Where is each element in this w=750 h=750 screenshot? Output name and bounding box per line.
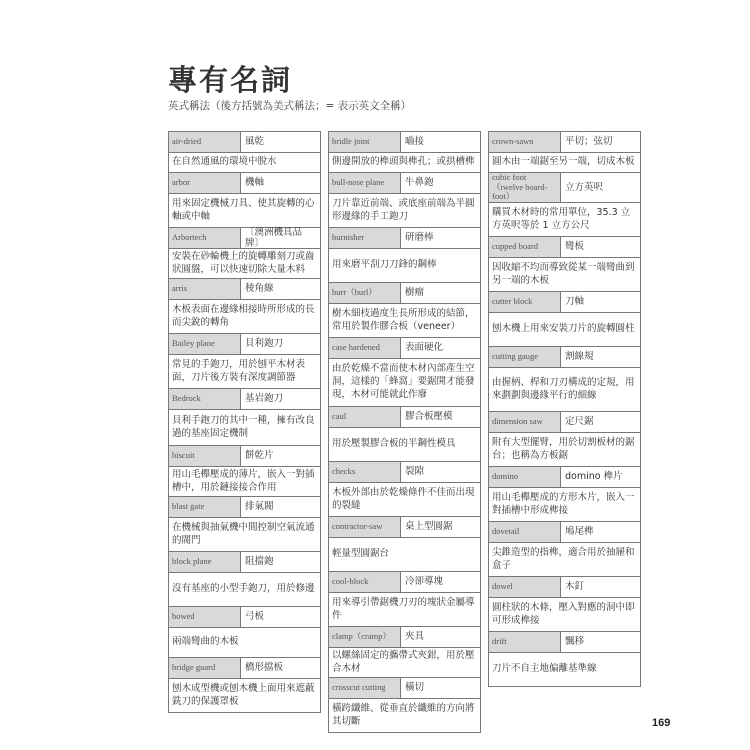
- glossary-entry: [329, 627, 480, 678]
- chinese-term: 阻擋鉋: [241, 552, 320, 572]
- term-definition: 常見的手鉋刀，用於刨平木材表面，刀片後方裝有深度調節器: [172, 358, 306, 383]
- glossary-entry-header: [329, 132, 480, 153]
- page-subtitle: 英式稱法（後方括號為美式稱法；= 表示英文全稱）: [168, 100, 412, 112]
- glossary-entry-header: [489, 522, 640, 543]
- glossary-column-3: [488, 131, 641, 687]
- english-term: crown-sawn: [489, 132, 561, 152]
- chinese-term: 平切；弦切: [561, 132, 640, 152]
- english-term: blast gate: [169, 497, 241, 517]
- english-term: bull-nose plane: [329, 173, 401, 193]
- glossary-entry-header: [329, 517, 480, 538]
- glossary-column-1: [168, 131, 321, 713]
- term-definition: 刀片靠近前端、或底座前端為半圓形邊緣的手工鉋刀: [332, 197, 475, 222]
- chinese-term: 嚙接: [401, 132, 480, 152]
- glossary-entry: [169, 446, 320, 497]
- term-definition: 用來導引帶鋸機刀刃的塊狀金屬導件: [332, 596, 475, 621]
- term-definition: 輕量型圓鋸台: [332, 548, 390, 560]
- glossary-column-2: [328, 131, 481, 733]
- glossary-entry: [489, 632, 640, 686]
- english-term: cupped board: [489, 237, 561, 257]
- glossary-entry: [329, 678, 480, 732]
- glossary-entry-header: [329, 338, 480, 359]
- term-definition: 樹木細枝過度生長所形成的結節，常用於製作膠合板（veneer）: [332, 307, 475, 332]
- glossary-entry-header: [169, 497, 320, 518]
- chinese-term: 立方英呎: [561, 173, 640, 202]
- term-definition: 安裝在砂輪機上的旋轉雕刻刀或齒狀圓盤，可以快速切除大量木料: [172, 250, 315, 275]
- glossary-entry-header: [489, 412, 640, 433]
- english-term: Arbortech: [169, 228, 241, 248]
- chinese-term: 排氣閥: [241, 497, 320, 517]
- glossary-entry: [489, 173, 640, 237]
- term-definition: 沒有基座的小型手鉋刀，用於修邊: [172, 583, 315, 595]
- chinese-term: 基岩鉋刀: [241, 389, 320, 409]
- glossary-entry-header: [329, 627, 480, 648]
- chinese-term: 割線規: [561, 347, 640, 367]
- chinese-term: 膠合板壓模: [401, 407, 480, 427]
- glossary-entry-header: [489, 292, 640, 313]
- english-term: domino: [489, 467, 561, 487]
- chinese-term: 餅乾片: [241, 446, 320, 466]
- term-definition: 在自然通風的環境中脫水: [172, 156, 277, 168]
- glossary-entry-header: [169, 658, 320, 679]
- chinese-term: 冷卻導塊: [401, 572, 480, 592]
- english-term: arbor: [169, 173, 241, 193]
- glossary-entry-header: [169, 173, 320, 194]
- chinese-term: 貝利鉋刀: [241, 334, 320, 354]
- glossary-entry: [489, 347, 640, 412]
- glossary-entry-header: [329, 173, 480, 194]
- english-term: arris: [169, 279, 241, 299]
- glossary-entry: [329, 228, 480, 283]
- term-definition: 兩端彎曲的木板: [172, 636, 239, 648]
- chinese-term: 弓板: [241, 607, 320, 627]
- english-term: drift: [489, 632, 561, 652]
- chinese-term: 鳩尾榫: [561, 522, 640, 542]
- glossary-entry: [169, 658, 320, 712]
- english-term: biscuit: [169, 446, 241, 466]
- glossary-entry-header: [489, 467, 640, 488]
- glossary-entry-header: [329, 228, 480, 249]
- term-definition: 橫跨纖維、從垂直於纖維的方向將其切斷: [332, 702, 475, 727]
- glossary-entry: [489, 292, 640, 347]
- glossary-entry-header: [329, 462, 480, 483]
- glossary-entry-header: [489, 132, 640, 153]
- english-term: dovetail: [489, 522, 561, 542]
- chinese-term: domino 榫片: [561, 467, 640, 487]
- term-definition: 側邊開放的榫頭與榫孔；或拱槽榫: [332, 156, 475, 168]
- glossary-entry-header: [169, 334, 320, 355]
- english-term: air-dried: [169, 132, 241, 152]
- english-term: case hardened: [329, 338, 401, 358]
- english-term: contractor-saw: [329, 517, 401, 537]
- chinese-term: 表面硬化: [401, 338, 480, 358]
- english-term: block plane: [169, 552, 241, 572]
- term-definition: 用於壓製膠合板的半鋼性模具: [332, 438, 456, 450]
- term-definition: 用山毛櫸壓成的方形木片，嵌入一對插槽中形成榫接: [492, 491, 635, 516]
- glossary-entry-header: [169, 607, 320, 628]
- english-term: cubic foot（twelve board-foot）: [489, 173, 561, 202]
- glossary-entry: [489, 467, 640, 522]
- glossary-entry-header: [329, 572, 480, 593]
- glossary-entry: [169, 607, 320, 658]
- chinese-term: 飄移: [561, 632, 640, 652]
- term-definition: 在機械與抽氣機中間控制空氣流通的閥門: [172, 521, 315, 546]
- glossary-entry: [169, 552, 320, 607]
- english-term: dowel: [489, 577, 561, 597]
- english-term: cutting gauge: [489, 347, 561, 367]
- glossary-entry-header: [489, 347, 640, 368]
- chinese-term: 稜角線: [241, 279, 320, 299]
- page-title: 專有名詞: [168, 63, 293, 97]
- glossary-entry: [329, 132, 480, 173]
- term-definition: 附有大型擺臂，用於切割板材的鋸台；也稱為方板鋸: [492, 436, 635, 461]
- english-term: dimension saw: [489, 412, 561, 432]
- chinese-term: 風乾: [241, 132, 320, 152]
- glossary-entry: [329, 462, 480, 517]
- glossary-entry: [169, 389, 320, 446]
- glossary-entry: [169, 497, 320, 552]
- chinese-term: 橋形擋板: [241, 658, 320, 678]
- glossary-entry: [169, 228, 320, 279]
- glossary-entry: [329, 338, 480, 407]
- term-definition: 用來磨平刮刀刀鋒的鋼棒: [332, 259, 437, 271]
- term-definition: 以螺絲固定的攜帶式夾鉗，用於壓合木材: [332, 649, 475, 674]
- english-term: Bailey plane: [169, 334, 241, 354]
- term-definition: 木板外部由於乾燥條件不佳而出現的裂縫: [332, 486, 475, 511]
- term-definition: 刀片不自主地偏離基準線: [492, 663, 597, 675]
- chinese-term: 桌上型圓鋸: [401, 517, 480, 537]
- glossary-entry-header: [169, 279, 320, 300]
- chinese-term: 研磨棒: [401, 228, 480, 248]
- glossary-entry: [329, 407, 480, 462]
- glossary-entry: [169, 279, 320, 334]
- glossary-entry: [489, 577, 640, 632]
- glossary-entry-header: [329, 407, 480, 428]
- glossary-entry-header: [489, 632, 640, 653]
- english-term: bowed: [169, 607, 241, 627]
- term-definition: 用山毛櫸壓成的薄片，嵌入一對插槽中，用於鏈接接合作用: [172, 468, 315, 493]
- glossary-entry-header: [489, 237, 640, 258]
- term-definition: 購買木材時的常用單位，35.3 立方英呎等於 1 立方公尺: [492, 206, 631, 231]
- english-term: cool-block: [329, 572, 401, 592]
- term-definition: 貝利手鉋刀的其中一種，擁有改良過的基座固定機制: [172, 414, 315, 439]
- glossary-entry-header: [169, 552, 320, 573]
- chinese-term: 刀軸: [561, 292, 640, 312]
- term-definition: 尖錐造型的指榫，適合用於抽屜和盒子: [492, 546, 635, 571]
- chinese-term: 機軸: [241, 173, 320, 193]
- glossary-entry-header: [169, 446, 320, 467]
- glossary-entry: [329, 283, 480, 338]
- glossary-entry: [169, 173, 320, 228]
- english-term: Bedrock: [169, 389, 241, 409]
- glossary-entry: [489, 132, 640, 173]
- term-definition: 因收縮不均而導致從某一端彎曲到另一端的木板: [492, 261, 635, 286]
- glossary-entry-header: [169, 228, 320, 249]
- english-term: caul: [329, 407, 401, 427]
- term-definition: 圓柱狀的木條，壓入對應的洞中即可形成榫接: [492, 601, 635, 626]
- chinese-term: 定尺鋸: [561, 412, 640, 432]
- chinese-term: 樹瘤: [401, 283, 480, 303]
- english-term: bridge guard: [169, 658, 241, 678]
- english-term: bridle joint: [329, 132, 401, 152]
- english-term: clamp（cramp）: [329, 627, 401, 647]
- chinese-term: 裂隙: [401, 462, 480, 482]
- chinese-term: 橫切: [401, 678, 480, 698]
- english-term: burr（burl）: [329, 283, 401, 303]
- glossary-entry-header: [169, 389, 320, 410]
- glossary-entry-header: [489, 173, 640, 203]
- chinese-term: 木釘: [561, 577, 640, 597]
- glossary-entry-header: [489, 577, 640, 598]
- glossary-entry: [489, 522, 640, 577]
- glossary-entry-header: [329, 283, 480, 304]
- term-definition: 木板表面在邊緣相接時所形成的長而尖銳的轉角: [172, 303, 315, 328]
- glossary-entry: [169, 334, 320, 389]
- term-definition: 由於乾燥不當而使木材內部產生空洞，這樣的「蜂窩」要鋸開才能發現，木材可能就此作廢: [332, 363, 475, 400]
- english-term: cutter block: [489, 292, 561, 312]
- term-definition: 刨木成型機或刨木機上面用來遮蔽銑刀的保護罩板: [172, 682, 315, 707]
- glossary-entry: [489, 237, 640, 292]
- glossary-entry: [329, 517, 480, 572]
- page-number: 169: [652, 717, 671, 729]
- term-definition: 刨木機上用來安裝刀片的旋轉圓柱: [492, 323, 635, 335]
- english-term: burnisher: [329, 228, 401, 248]
- chinese-term: 牛鼻鉋: [401, 173, 480, 193]
- glossary-entry-header: [329, 678, 480, 699]
- term-definition: 由握柄、桿和刀刃構成的定規，用來劃劃與邊緣平行的細線: [492, 376, 635, 401]
- glossary-entry: [329, 572, 480, 627]
- english-term: checks: [329, 462, 401, 482]
- glossary-entry: [169, 132, 320, 173]
- glossary-entry: [489, 412, 640, 467]
- english-term: crosscut cutting: [329, 678, 401, 698]
- chinese-term: 〔澳洲機具品牌〕: [241, 228, 320, 248]
- chinese-term: 彎板: [561, 237, 640, 257]
- glossary-entry-header: [169, 132, 320, 153]
- chinese-term: 夾具: [401, 627, 480, 647]
- term-definition: 用來固定機械刀具、使其旋轉的心軸或中軸: [172, 197, 315, 222]
- glossary-entry: [329, 173, 480, 228]
- term-definition: 圓木由一端鋸至另一端，切成木板: [492, 156, 635, 168]
